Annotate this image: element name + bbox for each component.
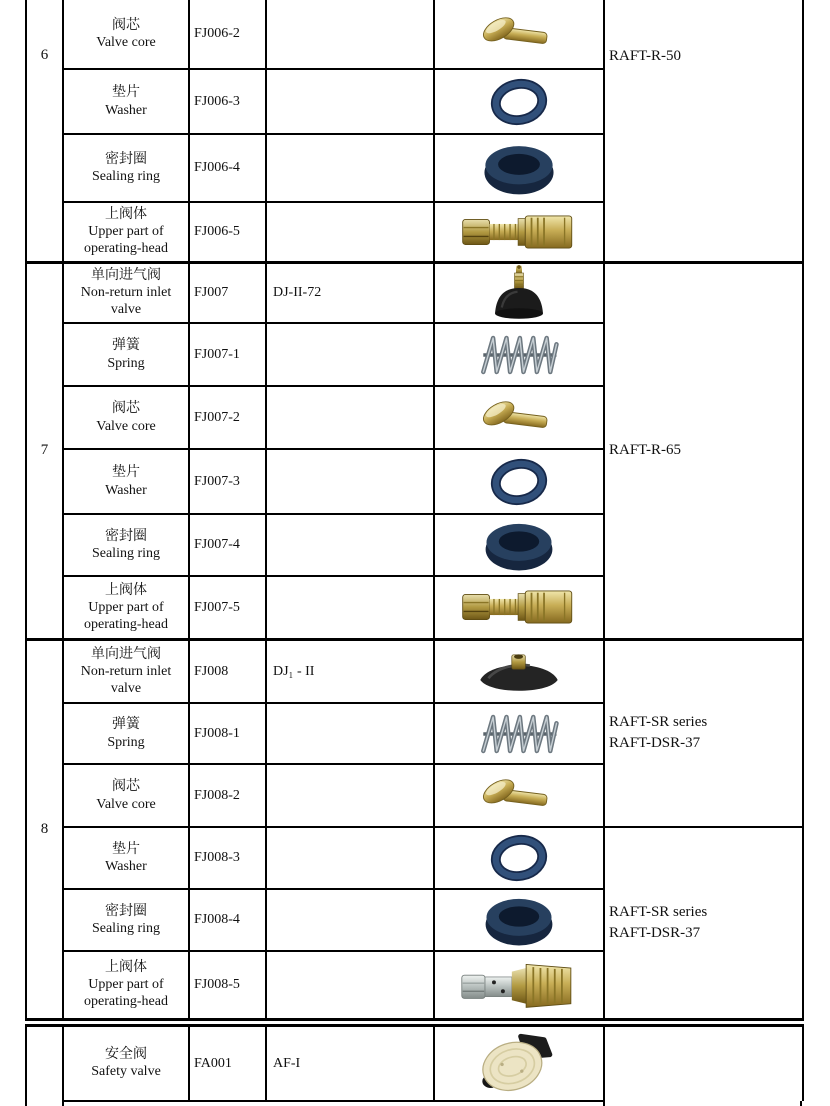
part-name-cn: 密封圈 (105, 903, 147, 919)
part-name-en: Spring (107, 734, 145, 750)
mixed-fitting-image (435, 957, 603, 1013)
group-number-cell (26, 0, 63, 262)
table-border-stub (25, 1101, 27, 1106)
spring-image (435, 709, 603, 759)
part-image-cell (434, 951, 604, 1019)
part-name-en: Upper part of operating-head (84, 224, 168, 257)
model-cell (266, 386, 434, 449)
part-image-cell (434, 1026, 604, 1101)
part-name-en: Washer (105, 482, 147, 498)
part-name-en: Sealing ring (91, 169, 161, 184)
sealing-ring-image (435, 138, 603, 198)
part-name-cn: 阀芯 (112, 401, 140, 417)
part-name-en: Upper part of operating-head (84, 977, 168, 1010)
part-code-cell: FJ007-1 (189, 323, 266, 386)
model-cell (266, 951, 434, 1019)
part-image-cell (434, 134, 604, 202)
part-name-cell (63, 639, 189, 703)
sealing-ring-image (435, 891, 603, 949)
model-cell: AF-I (266, 1026, 434, 1101)
part-image-cell (434, 639, 604, 703)
part-name-cn: 单向进气阀 (91, 646, 161, 662)
part-image-cell (434, 0, 604, 69)
series-text: RAFT-R-50 (609, 48, 681, 64)
model-cell (266, 827, 434, 889)
model-cell: DJ₁ - II (266, 639, 434, 703)
part-image-cell (434, 386, 604, 449)
part-name-cell (63, 386, 189, 449)
table-row (26, 262, 803, 323)
part-name-cell (63, 764, 189, 827)
group-number: 7 (40, 442, 49, 459)
series-cell (604, 639, 803, 827)
part-name-cell (63, 703, 189, 764)
part-code-cell: FJ006-2 (189, 0, 266, 69)
part-code-cell: FJ008-1 (189, 703, 266, 764)
part-code-cell: FJ008-5 (189, 951, 266, 1019)
safety-valve-image (435, 1028, 603, 1098)
model-cell (266, 576, 434, 639)
group-number: 8 (40, 820, 49, 837)
brass-fitting-image (435, 581, 603, 633)
table-row (26, 0, 803, 69)
model-cell (266, 703, 434, 764)
part-name-cell (63, 262, 189, 323)
part-name-cell (63, 889, 189, 951)
part-name-cn: 上阀体 (105, 207, 147, 223)
part-name-en: Non-return inlet valve (80, 285, 172, 318)
series-cell (604, 262, 803, 639)
part-code-cell: FJ008-3 (189, 827, 266, 889)
part-name-cn: 弹簧 (112, 338, 140, 354)
model-cell (266, 69, 434, 134)
model-cell (266, 889, 434, 951)
part-name-cn: 密封圈 (105, 528, 147, 544)
part-name-cell (63, 449, 189, 514)
series-text: RAFT-DSR-37 (609, 924, 701, 941)
part-name-en: Non-return inlet valve (80, 663, 172, 696)
part-code-cell: FJ008 (189, 639, 266, 703)
model-cell: DJ-II-72 (266, 262, 434, 323)
group-number-cell (26, 1026, 63, 1101)
table-row (26, 827, 803, 889)
table-row (26, 1026, 803, 1101)
part-image-cell (434, 449, 604, 514)
part-code-cell: FJ007-4 (189, 514, 266, 576)
series-text: RAFT-DSR-37 (609, 735, 701, 752)
valve-core-image (435, 9, 603, 59)
part-name-cn: 垫片 (112, 465, 140, 481)
sealing-ring-image (435, 516, 603, 574)
table-border-stub (603, 1101, 605, 1106)
part-name-cn: 上阀体 (105, 960, 147, 976)
part-name-cell (63, 202, 189, 262)
part-name-en: Sealing ring (91, 546, 161, 561)
part-image-cell (434, 514, 604, 576)
table-border-stub (62, 1101, 64, 1106)
part-code-cell: FJ007-5 (189, 576, 266, 639)
part-code-cell: FJ007 (189, 262, 266, 323)
series-text: RAFT-R-65 (609, 442, 681, 458)
part-name-en: Washer (105, 859, 147, 874)
part-code-cell: FJ006-4 (189, 134, 266, 202)
o-ring-image (435, 456, 603, 508)
table-border-stub (800, 1101, 802, 1106)
part-image-cell (434, 827, 604, 889)
part-image-cell (434, 262, 604, 323)
parts-table (25, 0, 804, 1021)
table-row (26, 639, 803, 703)
part-name-cn: 弹簧 (112, 717, 140, 733)
valve-core-image (435, 771, 603, 821)
part-name-cn: 阀芯 (112, 17, 140, 33)
part-image-cell (434, 889, 604, 951)
part-image-cell (434, 323, 604, 386)
part-name-cn: 单向进气阀 (91, 268, 161, 284)
model-cell (266, 764, 434, 827)
spring-image (435, 330, 603, 380)
part-name-cell (63, 69, 189, 134)
part-image-cell (434, 703, 604, 764)
part-name-en: Valve core (96, 35, 156, 50)
o-ring-image (435, 832, 603, 884)
group-number-cell (26, 262, 63, 639)
model-cell (266, 134, 434, 202)
inlet-valve-image (435, 264, 603, 321)
series-cell (604, 0, 803, 262)
group-number-cell (26, 639, 63, 1019)
part-name-cn: 垫片 (112, 85, 140, 101)
part-code-cell: FJ007-3 (189, 449, 266, 514)
part-name-cell (63, 514, 189, 576)
model-cell (266, 449, 434, 514)
part-name-cell (63, 1026, 189, 1101)
series-cell (604, 1026, 803, 1101)
part-name-cell (63, 827, 189, 889)
part-code-cell: FJ008-2 (189, 764, 266, 827)
valve-core-image (435, 393, 603, 443)
part-name-en: Upper part of operating-head (84, 599, 168, 632)
part-code-cell: FA001 (189, 1026, 266, 1101)
model-cell (266, 514, 434, 576)
part-name-en: Valve core (96, 418, 156, 434)
part-name-cn: 安全阀 (105, 1047, 147, 1063)
o-ring-image (435, 76, 603, 128)
model-cell (266, 202, 434, 262)
part-name-cell (63, 0, 189, 69)
part-code-cell: FJ006-5 (189, 202, 266, 262)
part-code-cell: FJ006-3 (189, 69, 266, 134)
model-cell (266, 323, 434, 386)
part-image-cell (434, 764, 604, 827)
part-code-cell: FJ008-4 (189, 889, 266, 951)
part-code-cell: FJ007-2 (189, 386, 266, 449)
series-text: RAFT-SR series (609, 714, 708, 731)
brass-fitting-image (435, 206, 603, 258)
part-name-cn: 上阀体 (105, 582, 147, 598)
series-text: RAFT-SR series (609, 903, 708, 920)
group-number: 6 (40, 47, 49, 63)
part-name-en: Spring (107, 355, 145, 371)
part-image-cell (434, 69, 604, 134)
part-name-cn: 密封圈 (105, 151, 147, 167)
part-image-cell (434, 576, 604, 639)
model-cell (266, 0, 434, 69)
part-name-en: Washer (105, 102, 147, 118)
part-name-en: Valve core (96, 796, 156, 812)
part-name-cell (63, 323, 189, 386)
part-name-cell (63, 576, 189, 639)
inlet-valve-flat-image (435, 642, 603, 700)
part-name-en: Safety valve (91, 1064, 161, 1080)
series-cell (604, 827, 803, 1019)
part-name-cn: 垫片 (112, 841, 140, 857)
part-name-cell (63, 951, 189, 1019)
part-name-en: Sealing ring (91, 921, 161, 936)
part-image-cell (434, 202, 604, 262)
parts-table-bottom (25, 1024, 804, 1102)
part-name-cell (63, 134, 189, 202)
part-name-cn: 阀芯 (112, 779, 140, 795)
